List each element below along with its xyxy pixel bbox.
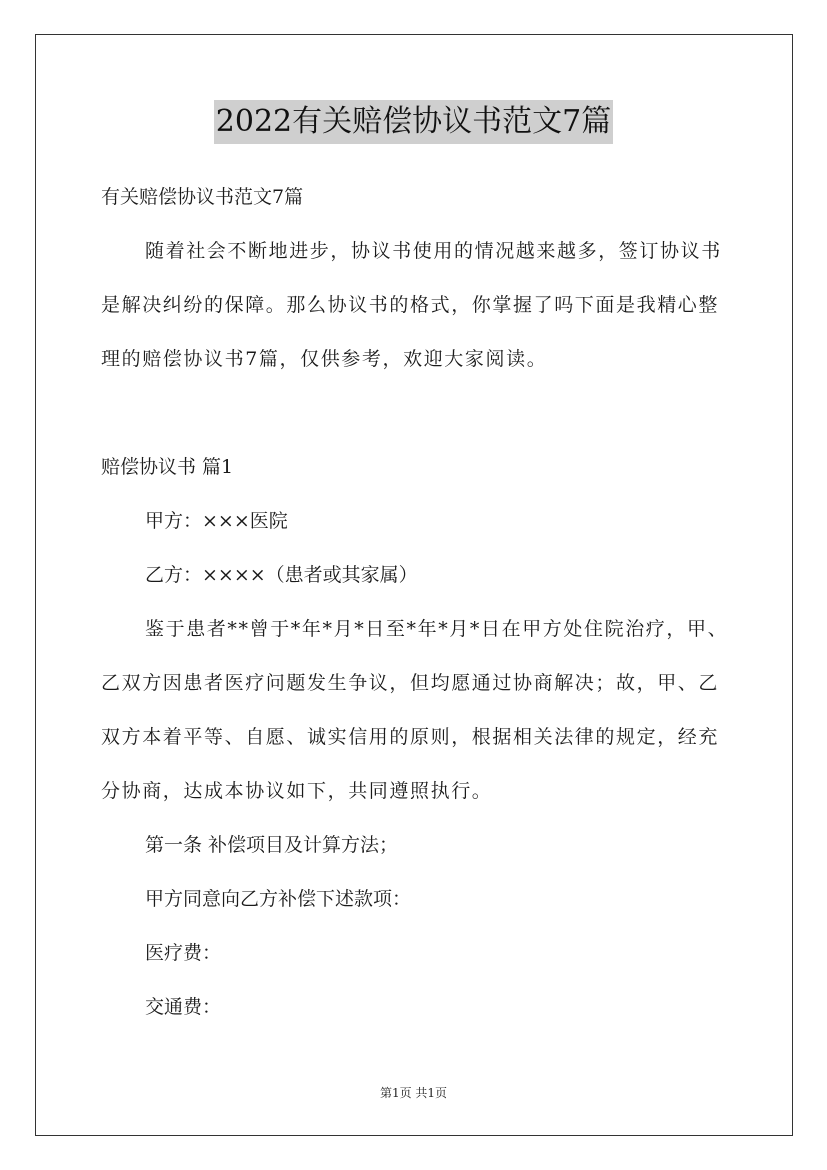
item-transport-fee: 交通费： — [145, 996, 222, 1018]
party-b: 乙方：××××（患者或其家属） — [145, 564, 418, 586]
document-subtitle: 有关赔偿协议书范文7篇 — [101, 186, 304, 208]
section-heading: 赔偿协议书 篇1 — [101, 456, 234, 478]
party-a: 甲方：×××医院 — [145, 510, 288, 532]
compensation-intro: 甲方同意向乙方补偿下述款项： — [145, 888, 412, 910]
article-one: 第一条 补偿项目及计算方法； — [145, 834, 399, 856]
body-line-3: 双方本着平等、自愿、诚实信用的原则，根据相关法律的规定，经充 — [101, 726, 720, 748]
page-footer: 第1页 共1页 — [379, 1086, 448, 1100]
item-medical-fee: 医疗费： — [145, 942, 222, 964]
title-container — [0, 100, 827, 144]
intro-line-2: 是解决纠纷的保障。那么协议书的格式，你掌握了吗下面是我精心整 — [101, 294, 720, 316]
intro-line-1: 随着社会不断地进步，协议书使用的情况越来越多，签订协议书 — [145, 240, 722, 262]
body-line-2: 乙双方因患者医疗问题发生争议，但均愿通过协商解决；故，甲、乙 — [101, 672, 720, 694]
intro-line-3: 理的赔偿协议书7篇，仅供参考，欢迎大家阅读。 — [101, 348, 548, 370]
document-title: 2022有关赔偿协议书范文7篇 — [214, 100, 613, 144]
body-line-4: 分协商，达成本协议如下，共同遵照执行。 — [101, 780, 493, 802]
body-line-1: 鉴于患者**曾于*年*月*日至*年*月*日在甲方处住院治疗，甲、 — [145, 618, 729, 640]
